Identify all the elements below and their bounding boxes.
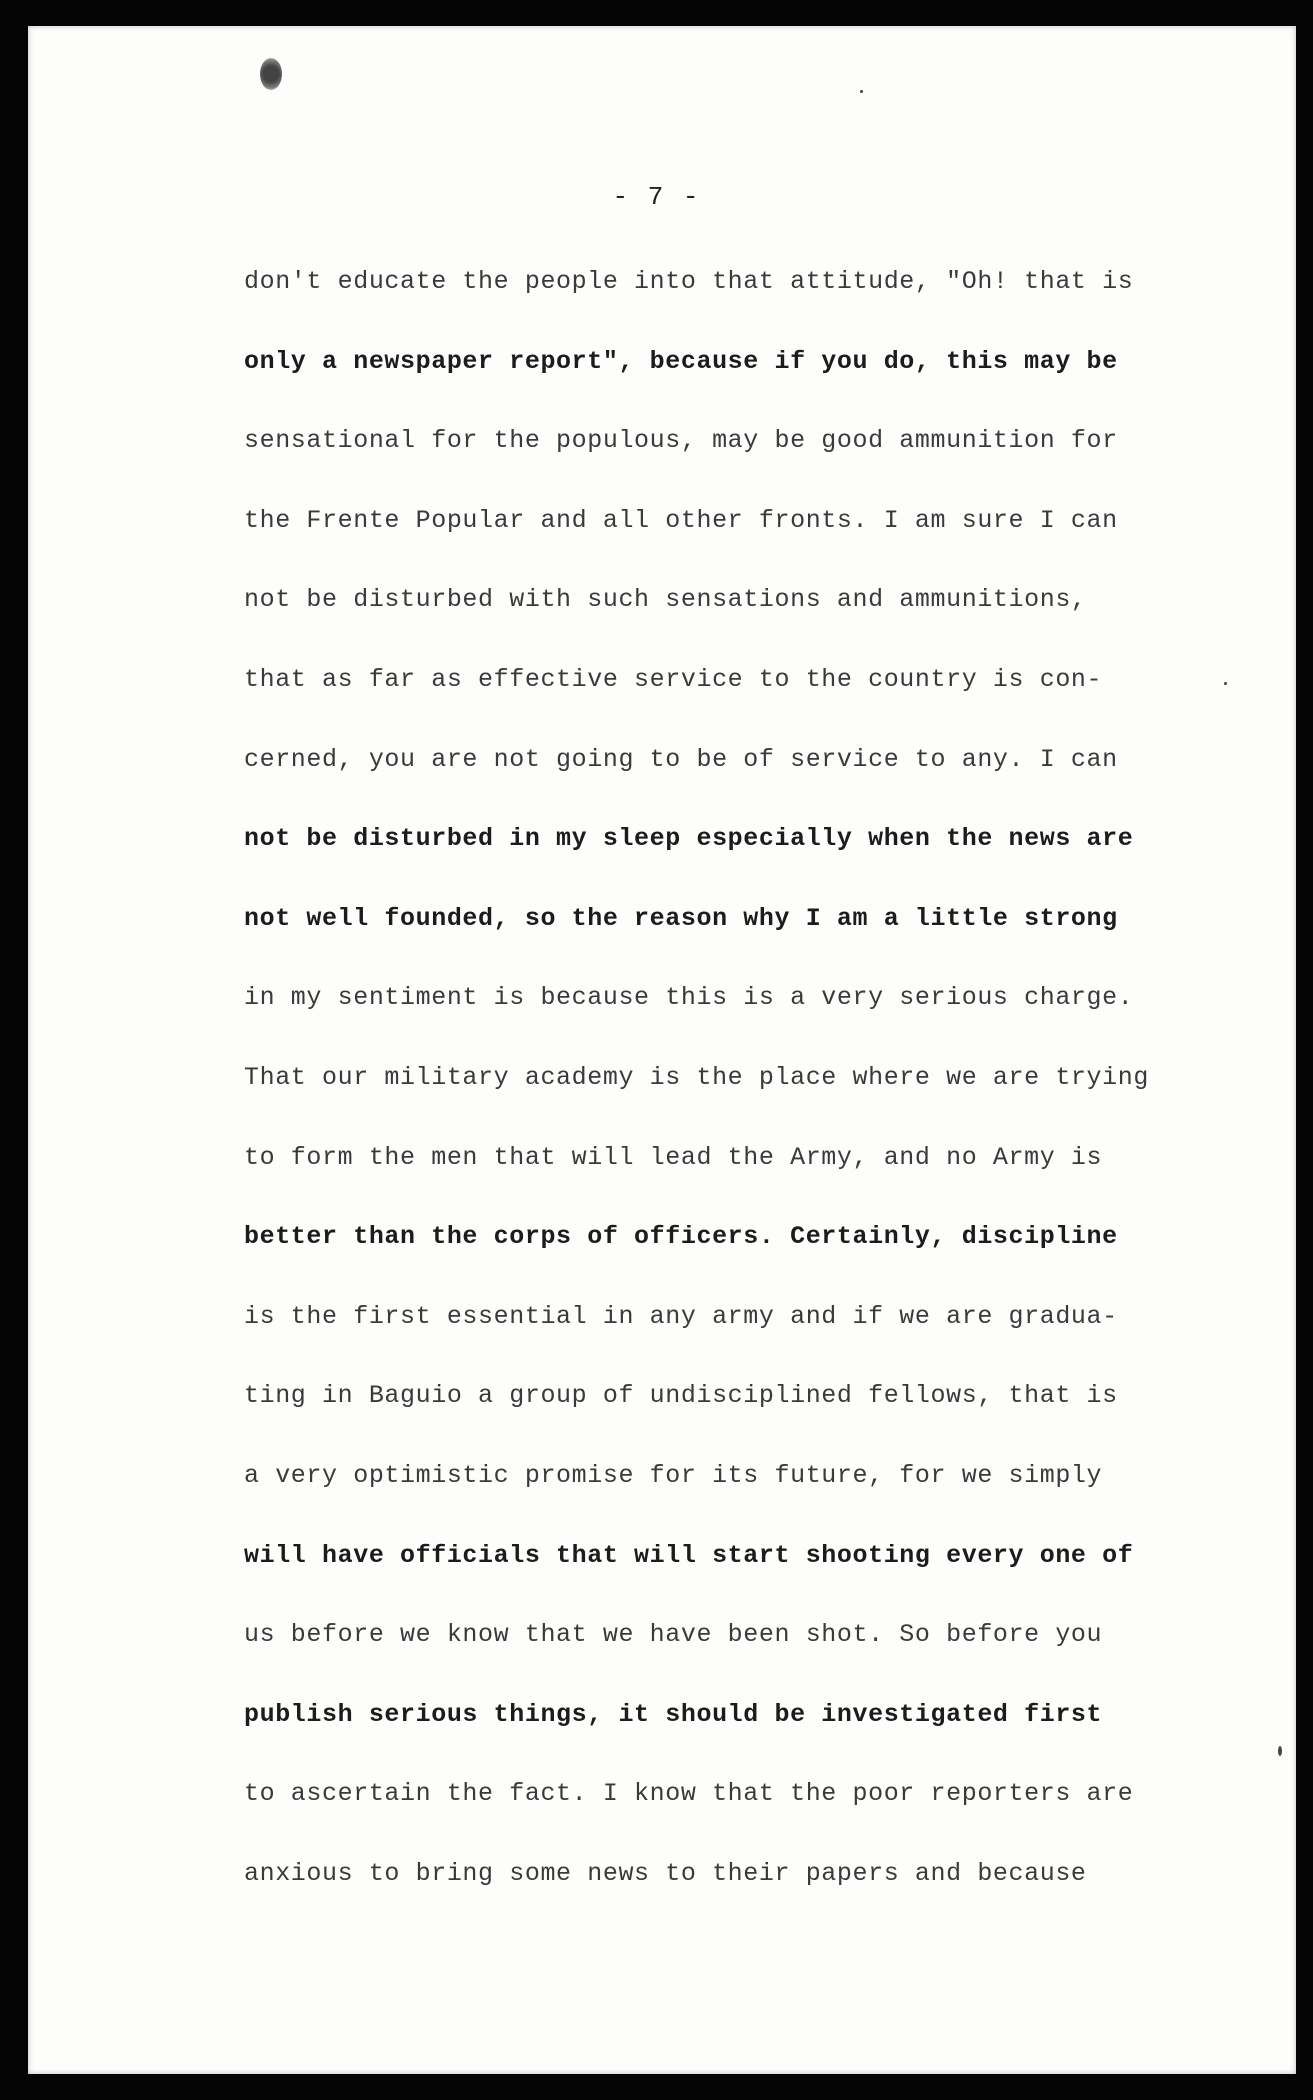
text-line: us before we know that we have been shot. So before you [244, 1620, 1103, 1650]
text-line: only a newspaper report", because if you do, this may be [244, 346, 1118, 376]
text-line: not be disturbed in my sleep especially when the news are [244, 824, 1134, 854]
text-line: sensational for the populous, may be good ammunition for [244, 426, 1118, 456]
paper-speck [1224, 682, 1227, 685]
text-line: anxious to bring some news to their papers and because [244, 1858, 1087, 1888]
text-line: better than the corps of officers. Certainly, discipline [244, 1222, 1118, 1252]
page-number: - 7 - [612, 182, 701, 212]
text-line: ting in Baguio a group of undisciplined fellows, that is [244, 1381, 1118, 1411]
scan-bottom-edge [0, 2074, 1313, 2100]
paper-speck [1278, 1746, 1282, 1756]
text-line: is the first essential in any army and if we are gradua- [244, 1301, 1118, 1331]
text-line: cerned, you are not going to be of service to any. I can [244, 744, 1118, 774]
text-line: publish serious things, it should be investigated first [244, 1699, 1103, 1729]
text-line: will have officials that will start shooting every one of [244, 1540, 1134, 1570]
ink-blot-mark [260, 58, 282, 90]
text-line: not be disturbed with such sensations and ammunitions, [244, 585, 1087, 615]
text-line: That our military academy is the place where we are trying [244, 1062, 1149, 1092]
text-line: in my sentiment is because this is a very serious charge. [244, 983, 1134, 1013]
text-line: not well founded, so the reason why I am a little strong [244, 903, 1118, 933]
text-line: don't educate the people into that attitude, "Oh! that is [244, 267, 1134, 296]
text-line: a very optimistic promise for its future, for we simply [244, 1460, 1103, 1490]
paper-speck [860, 90, 863, 93]
text-line: to form the men that will lead the Army, and no Army is [244, 1142, 1103, 1172]
text-line: that as far as effective service to the country is con- [244, 664, 1103, 694]
body-text [244, 250, 1164, 1921]
text-line: the Frente Popular and all other fronts. I am sure I can [244, 505, 1118, 535]
text-line: to ascertain the fact. I know that the poor reporters are [244, 1779, 1134, 1809]
